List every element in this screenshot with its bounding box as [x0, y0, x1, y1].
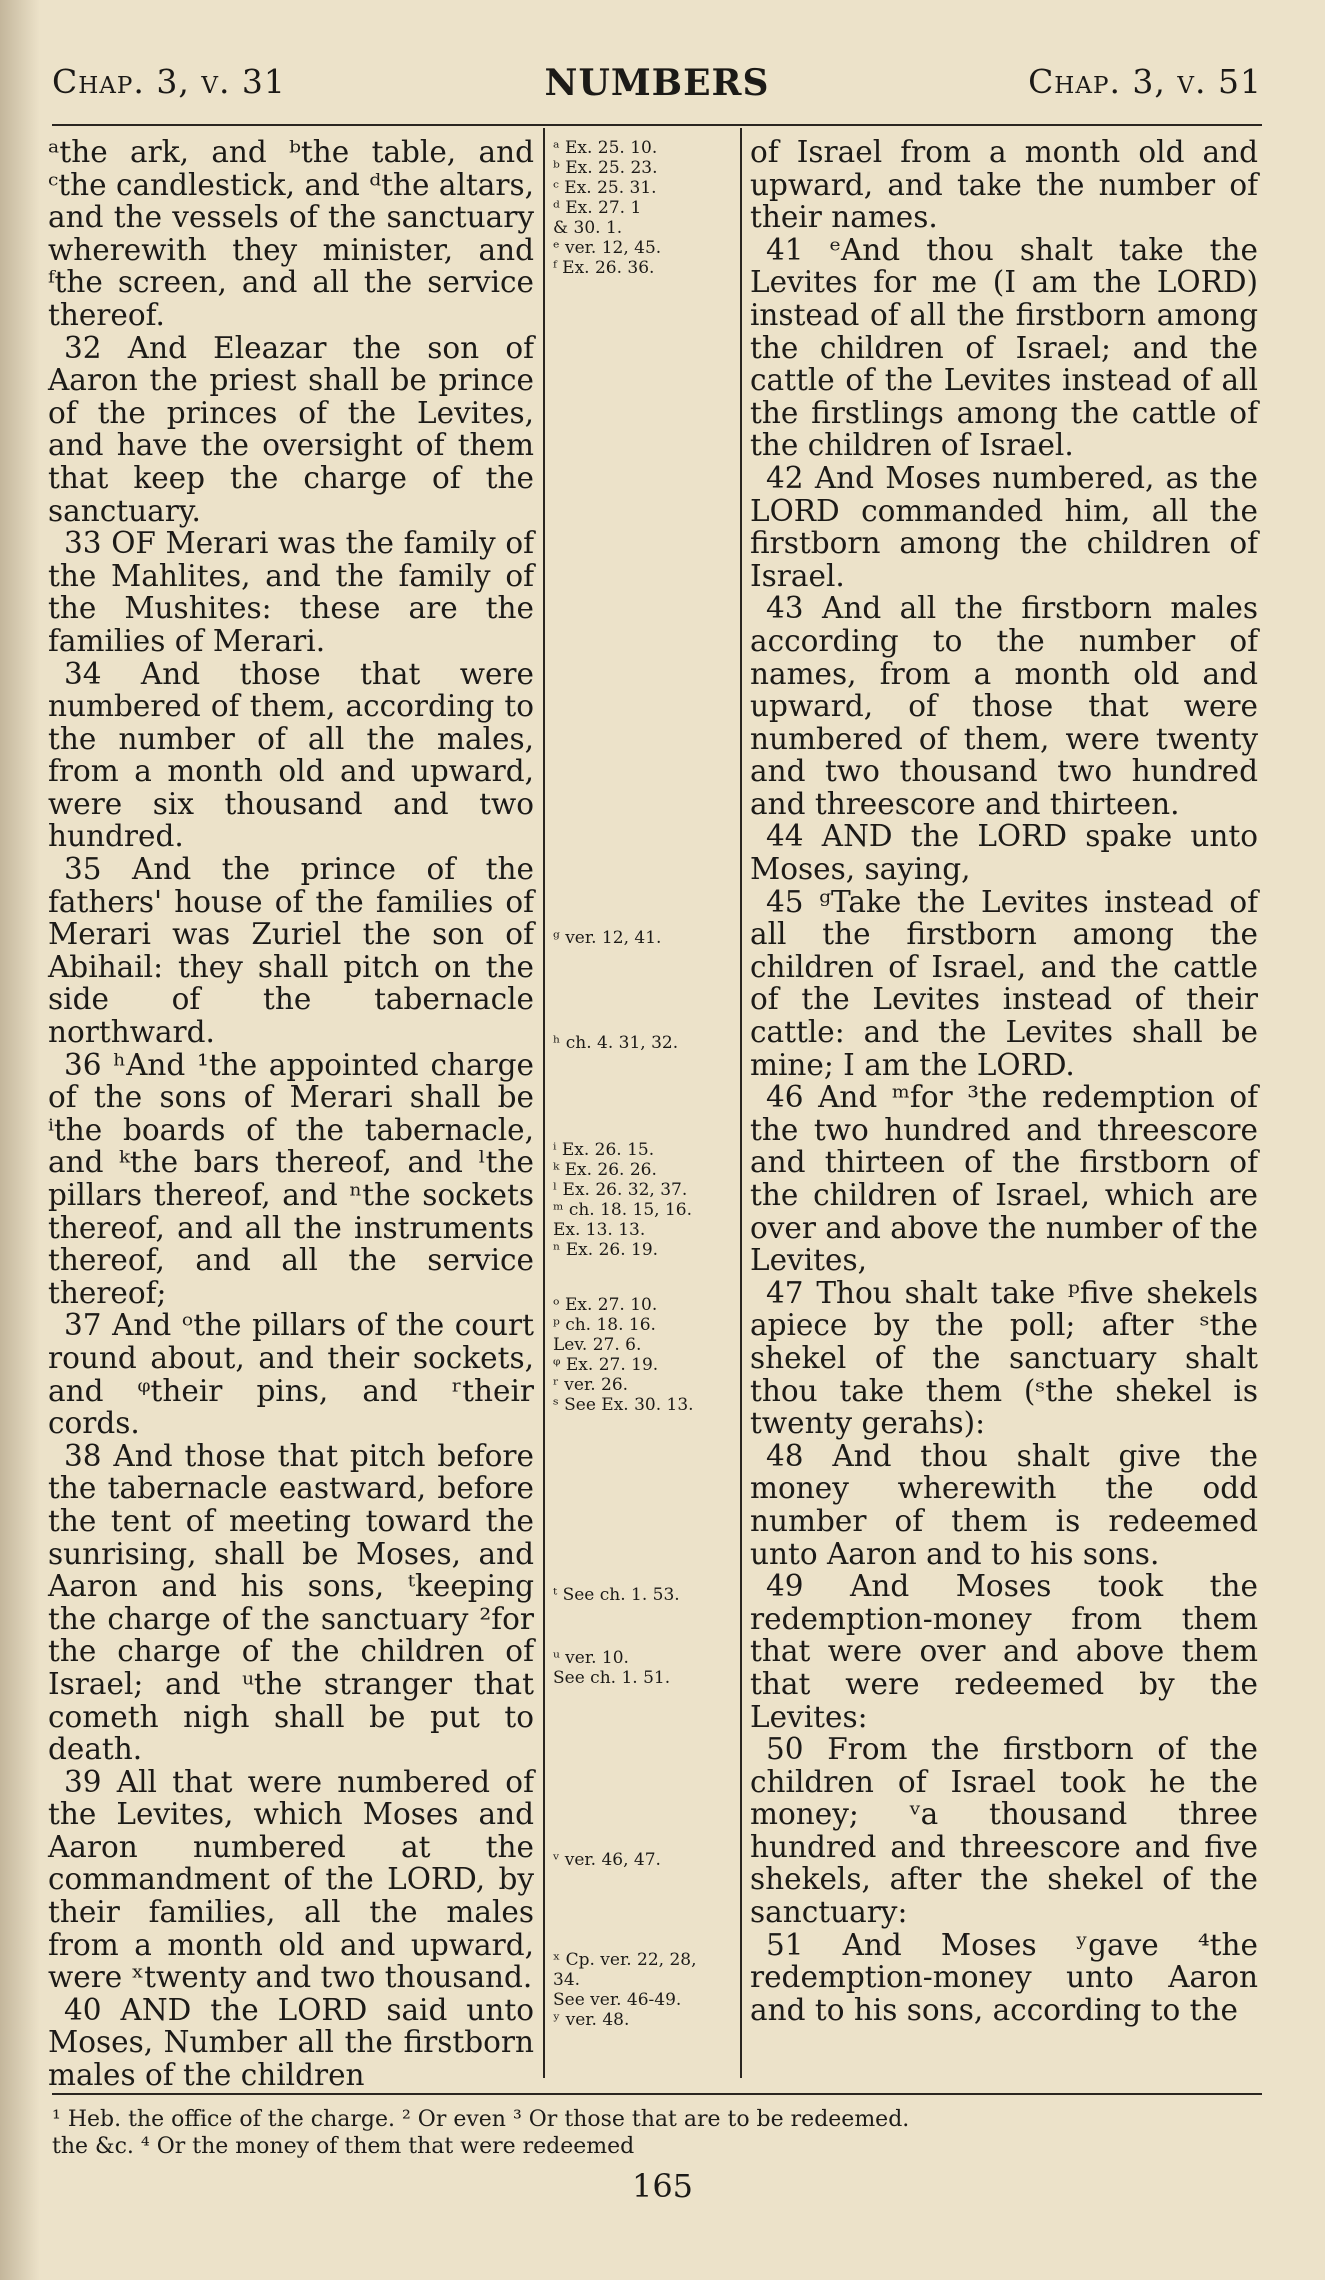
ref-group-8	[553, 1850, 733, 1870]
ref-line: ᵉ ver. 12, 45.	[553, 238, 662, 258]
verse-50: 50 From the firstborn of the children of Israel took he the money; ᵛa thousand three hundred and threescore and five shekels, after the shekel of the sanctuary:	[750, 1732, 1258, 1930]
ref-line: ⁿ Ex. 26. 19.	[553, 1240, 659, 1260]
ref-line: ᵗ See ch. 1. 53.	[553, 1585, 680, 1605]
ref-group-3	[553, 1033, 733, 1053]
ref-line: ᵒ Ex. 27. 10.	[553, 1295, 658, 1315]
ref-line: Lev. 27. 6.	[553, 1335, 642, 1355]
verse-33: 33 OF Merari was the family of the Mahlites, and the family of the Mushites: these are the families of Merari.	[48, 526, 534, 658]
verse-40-end: of Israel from a month old and upward, and take the number of their names.	[750, 135, 1258, 235]
verse-40: 40 AND the LORD said unto Moses, Number all the firstborn males of the children	[48, 1992, 534, 2093]
ref-line: ᶠ Ex. 26. 36.	[553, 258, 655, 278]
verse-47: 47 Thou shalt take ᵖfive shekels apiece by the poll; after ˢthe shekel of the sanctuary shalt thou take them (ˢthe shekel is twenty gerahs):	[750, 1275, 1258, 1441]
verse-41: 41 ᵉAnd thou shalt take the Levites for me (I am the LORD) instead of all the firstborn among the children of Israel; and the cattle of the Levites instead of all the firstlings among the cattle of the children of Israel.	[750, 232, 1258, 463]
footnotes	[52, 2106, 1262, 2160]
page-number: 165	[631, 2167, 694, 2205]
verse-46: 46 And ᵐfor ³the redemption of the two hundred and threescore and thirteen of the firstborn of the children of Israel, which are over and above the number of the Levites,	[750, 1080, 1258, 1278]
verse-31-end: ᵃthe ark, and ᵇthe table, and ᶜthe candlestick, and ᵈthe altars, and the vessels of the sanctuary wherewith they minister, and ᶠthe screen, and all the service thereof.	[48, 135, 534, 332]
ref-line: ᵍ ver. 12, 41.	[553, 928, 662, 948]
ref-line: ˣ Cp. ver. 22, 28,	[553, 1950, 697, 1970]
verse-51: 51 And Moses ʸgave ⁴the redemption-money unto Aaron and to his sons, according to the	[750, 1927, 1258, 2027]
running-header	[52, 62, 1262, 122]
verse-34: 34 And those that were numbered of them, according to the number of all the males, from a month old and upward, were six thousand and two hundred.	[48, 656, 534, 854]
ref-group-5	[553, 1295, 733, 1415]
ref-line: ᵈ Ex. 27. 1	[553, 198, 642, 218]
verse-44: 44 AND the LORD spake unto Moses, saying,	[750, 819, 1258, 887]
verse-38: 38 And those that pitch before the tabernacle eastward, before the tent of meeting toward the sunrising, shall be Moses, and Aaron and his sons, ᵗkeeping the charge of the sanctuary ²for the charge of the children of Israel; and ᵘthe stranger that cometh nigh shall be put to death.	[48, 1438, 534, 1767]
footnote-rule	[52, 2093, 1262, 2095]
column-divider-right	[740, 128, 742, 2078]
verse-43: 43 And all the firstborn males according to the number of names, from a month old and upward, of those that were numbered of them, were twenty and two thousand two hundred and threescore and thirteen.	[750, 591, 1258, 821]
verse-45: 45 ᵍTake the Levites instead of all the firstborn among the children of Israel, and the cattle of the Levites instead of their cattle: and the Levites shall be mine; I am the LORD.	[750, 884, 1258, 1082]
ref-line: See ch. 1. 51.	[553, 1668, 671, 1688]
verse-32: 32 And Eleazar the son of Aaron the priest shall be prince of the princes of the Levites, and have the oversight of them that keep the charge of the sanctuary.	[48, 330, 534, 528]
verse-48: 48 And thou shalt give the money wherewith the odd number of them is redeemed unto Aaron and to his sons.	[750, 1438, 1258, 1571]
ref-line: ᵘ ver. 10.	[553, 1648, 629, 1668]
left-text-column	[48, 136, 534, 2092]
footnote-line: ¹ Heb. the office of the charge. ² Or even ³ Or those that are to be redeemed.	[52, 2107, 910, 2132]
ref-line: 34.	[553, 1970, 581, 1990]
verse-42: 42 And Moses numbered, as the LORD commanded him, all the firstborn among the children of Israel.	[750, 460, 1258, 593]
column-divider-left	[543, 128, 545, 2078]
header-right-chapter-verse: Chap. 3, v. 51	[1028, 62, 1262, 101]
verse-39: 39 All that were numbered of the Levites, which Moses and Aaron numbered at the commandment of the LORD, by their families, all the males from a month old and upward, were ˣtwenty and two thousand.	[48, 1764, 534, 1995]
ref-group-9	[553, 1950, 733, 2030]
ref-line: ᵠ Ex. 27. 19.	[553, 1355, 659, 1375]
ref-line: Ex. 13. 13.	[553, 1220, 646, 1240]
ref-group-4	[553, 1140, 733, 1260]
footnote-line: the &c. ⁴ Or the money of them that were redeemed	[52, 2134, 635, 2159]
ref-line: ʸ ver. 48.	[553, 2010, 630, 2030]
ref-group-6	[553, 1585, 733, 1605]
ref-line: ⁱ Ex. 26. 15.	[553, 1140, 655, 1160]
verse-49: 49 And Moses took the redemption-money from them that were over and above them that were redeemed by the Levites:	[750, 1569, 1258, 1734]
header-book-title: NUMBERS	[544, 62, 770, 104]
ref-line: See ver. 46-49.	[553, 1990, 682, 2010]
ref-line: ᵖ ch. 18. 16.	[553, 1315, 656, 1335]
ref-line: ˢ See Ex. 30. 13.	[553, 1395, 694, 1415]
ref-group-2	[553, 928, 733, 948]
ref-group-1	[553, 138, 733, 278]
verse-37: 37 And ᵒthe pillars of the court round about, and their sockets, and ᵠtheir pins, and ʳtheir cords.	[48, 1308, 534, 1441]
ref-line: ˡ Ex. 26. 32, 37.	[553, 1180, 688, 1200]
ref-group-7	[553, 1648, 733, 1688]
header-left-chapter-verse: Chap. 3, v. 31	[52, 62, 286, 101]
verse-36: 36 ʰAnd ¹the appointed charge of the sons of Merari shall be ⁱthe boards of the tabernacle, and ᵏthe bars thereof, and ˡthe pillars thereof, and ⁿthe sockets thereof, and all the instruments thereof, and all the service thereof;	[48, 1047, 534, 1310]
verse-35: 35 And the prince of the fathers' house of the families of Merari was Zuriel the son of Abihail: they shall pitch on the side of the tabernacle northward.	[48, 852, 534, 1050]
ref-line: & 30. 1.	[553, 218, 623, 238]
ref-line: ᵇ Ex. 25. 23.	[553, 158, 658, 178]
ref-line: ᵃ Ex. 25. 10.	[553, 138, 658, 158]
header-rule	[52, 124, 1262, 126]
binding-shadow	[0, 0, 40, 2280]
ref-line: ᵐ ch. 18. 15, 16.	[553, 1200, 693, 1220]
ref-line: ʳ ver. 26.	[553, 1375, 629, 1395]
right-text-column	[750, 136, 1258, 2026]
ref-line: ᵛ ver. 46, 47.	[553, 1850, 661, 1870]
ref-line: ᵏ Ex. 26. 26.	[553, 1160, 657, 1180]
ref-line: ʰ ch. 4. 31, 32.	[553, 1033, 679, 1053]
ref-line: ᶜ Ex. 25. 31.	[553, 178, 657, 198]
